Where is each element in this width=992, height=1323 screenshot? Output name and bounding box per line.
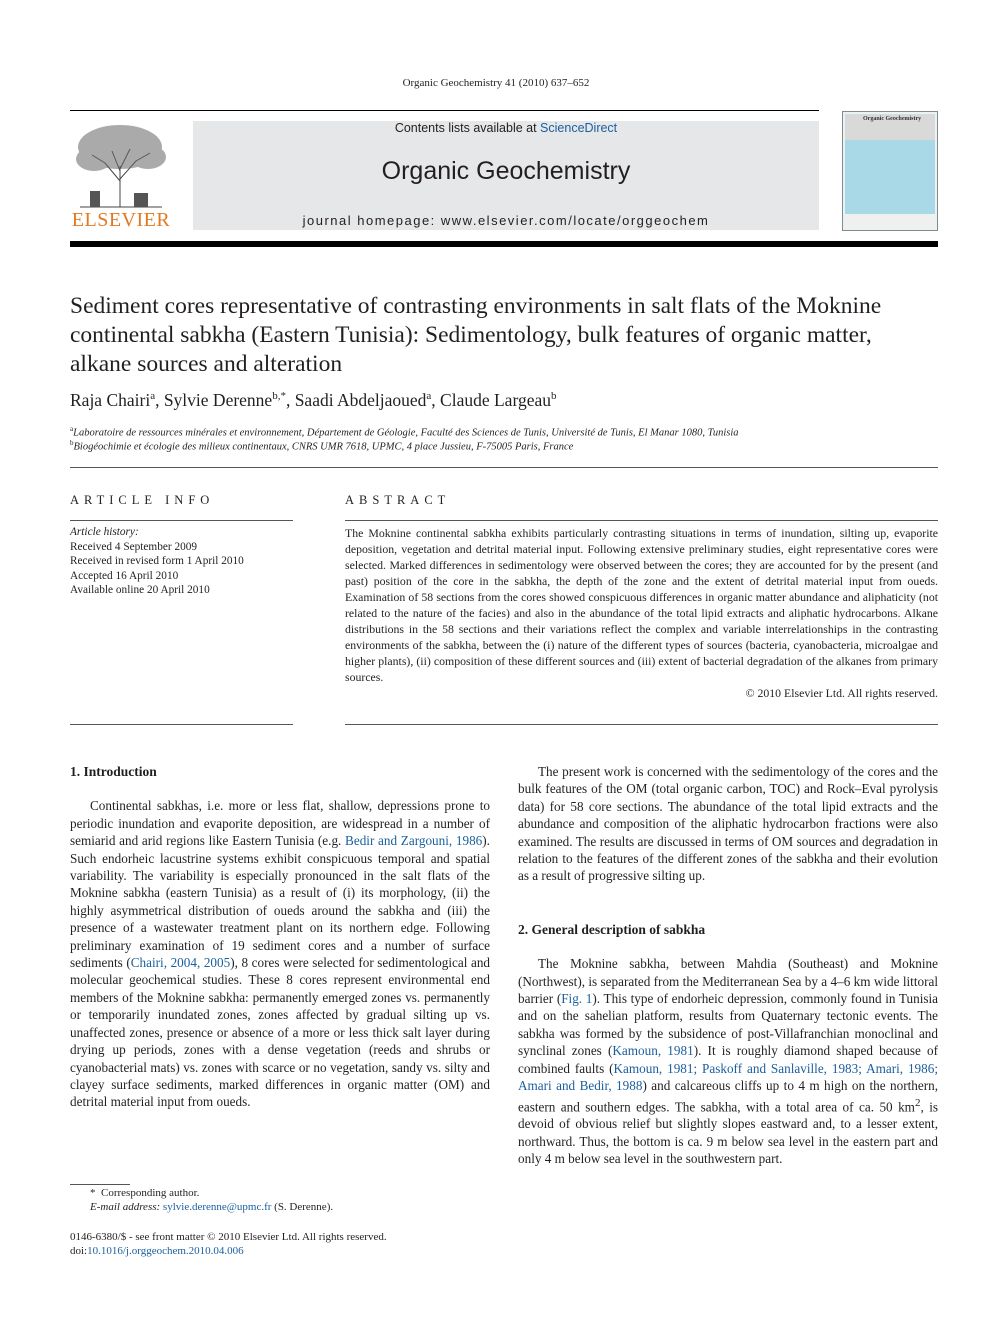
paragraph: The present work is concerned with the sedimentology of the cores and the bulk features of the OM (total organic carbon, TOC) and Rock–Eval pyrolysis data) for 58 core sections. The abundance of the total lipid extracts and the abundance and composition of the aliphatic hydrocarbon fractions were also examined. The results are discussed in terms of OM sources and degradation in relation to the features of the different zones of the sabkha and their evolution as a result of progressive silting up. (518, 764, 938, 884)
email-link[interactable]: sylvie.derenne@upmc.fr (162, 1201, 272, 1213)
section-heading-introduction: 1. Introduction (70, 764, 157, 779)
article-info-heading: ARTICLE INFO (70, 493, 215, 507)
column-right (518, 763, 938, 1168)
author-name[interactable]: Saadi Abdeljaoued (294, 390, 427, 410)
abstract-text: The Moknine continental sabkha exhibits particularly contrasting situations in terms of inundation, silting up, evaporite deposition, vegetation and detrital material input. Following extensive preliminary studies, eight representative cores were selected. Marked differences in sedimentology were observed between the cores; they are accounted for by the present (and past) position of the core in the sabkha, the depth of the zone and the extent of detrital material input from oueds. Examination of 58 sections from the cores showed conspicuous differences in organic matter abundance and aliphaticity (not related to the nature of the facies) and also in the abundance of the total lipid extracts and aliphatic hydrocarbons. Alkane distributions in the 58 sections and their variations reflect the complex and variable interrelationships in the contrasting environments of the sabkha, between the (i) nature of the different types of sources (bacteria, cyanobacteria, microalgae and higher plants), (ii) composition of these different sources and (iii) extent of bacterial degradation of the alkanes from primary sources. (345, 526, 938, 684)
sciencedirect-link[interactable]: ScienceDirect (540, 121, 618, 135)
header-thick-rule (70, 241, 938, 247)
column-left (70, 763, 490, 1111)
abstract (345, 525, 938, 701)
history-item: Available online 20 April 2010 (70, 584, 210, 597)
article-title: Sediment cores representative of contrasting environments in salt flats of the Moknine continental sabkha (Eastern Tunisia): Sedimentology, bulk features of organic matter, alkane sources and alteration (70, 293, 882, 377)
contents-line: Contents lists available at ScienceDirect (394, 121, 618, 135)
article-history (70, 525, 293, 598)
journal-citation: Organic Geochemistry 41 (2010) 637–652 (402, 77, 590, 89)
journal-name[interactable]: Organic Geochemistry (381, 157, 631, 185)
footnote-rule (70, 1184, 130, 1185)
publisher-wordmark: ELSEVIER (71, 209, 171, 231)
tree-icon (70, 121, 172, 209)
reference-link[interactable]: Bedir and Zargouni, 1986 (345, 833, 483, 849)
section-rule (70, 467, 938, 468)
abstract-bottom-rule (345, 724, 938, 725)
doi-link[interactable]: 10.1016/j.orggeochem.2010.04.006 (87, 1245, 244, 1257)
cover-title: Organic Geochemistry (863, 116, 922, 122)
abstract-copyright: © 2010 Elsevier Ltd. All rights reserved. (745, 686, 938, 700)
paragraph: The Moknine sabkha, between Mahdia (Southeast) and Moknine (Northwest), is separated from the Mediterranean Sea by a 4–6 km wide littoral barrier (Fig. 1). This type of endorheic depression, commonly found in Tunisia and on the sahelian platform, results from Quaternary tectonic events. The sabkha was formed by the subsidence of post-Villafranchian monoclinal and synclinal zones (Kamoun, 1981). It is roughly diamond shaped because of combined faults (Kamoun, 1981; Paskoff and Sanlaville, 1983; Amari, 1986; Amari and Bedir, 1988) and calcareous cliffs up to 4 m high on the northern, eastern and southern edges. The sabkha, with a total area of ca. 50 $km^2$, is devoid of obvious relief but slightly slopes eastward and, to a lesser extent, northward. Thus, the bottom is ca. 9 m below sea level in the eastern part and only 4 m below sea level in the southwestern part. (518, 956, 939, 1167)
doi-line: doi:10.1016/j.orggeochem.2010.04.006 (70, 1245, 244, 1257)
email-note: E-mail address: sylvie.derenne@upmc.fr (S. Derenne). (90, 1201, 334, 1213)
header-rule (70, 110, 819, 111)
reference-link[interactable]: Chairi, 2004, 2005 (130, 955, 231, 971)
author-name[interactable]: Raja Chairi (70, 390, 151, 410)
issn-block (70, 1230, 490, 1258)
affiliation-b: $^b$Biogéochimie et écologie des milieux continentaux, CNRS UMR 7618, UPMC, 4 place Jussieu, F-75005 Paris, France (70, 439, 574, 453)
corresponding-author-note: * Corresponding author. (90, 1187, 200, 1199)
cover-band (845, 140, 935, 214)
article-info-bottom-rule (70, 724, 293, 725)
publisher-logo[interactable] (70, 121, 172, 233)
journal-cover-thumbnail[interactable] (842, 111, 938, 231)
abstract-rule (345, 520, 938, 521)
section-heading-general-description: 2. General description of sabkha (518, 921, 706, 937)
journal-homepage[interactable]: journal homepage: www.elsevier.com/locate/orggeochem (302, 213, 710, 228)
article-info-rule (70, 520, 293, 521)
history-item: Received in revised form 1 April 2010 (70, 555, 244, 568)
history-item: Received 4 September 2009 (70, 540, 198, 553)
reference-link[interactable]: Kamoun, 1981 (612, 1043, 694, 1059)
affiliation-a: $^a$Laboratoire de ressources minérales et environnement, Département de Géologie, Faculté des Sciences de Tunis, Université de Tunis, El Manar 1080, Tunisia (70, 425, 739, 439)
reference-link[interactable]: Kamoun, 1981; Paskoff and Sanlaville, 1983; Amari, 1986; Amari and Bedir, 1988 (518, 1060, 938, 1094)
author-list: Raja Chairi$^a$, Sylvie Derenne$^{b,*}$, Saadi Abdeljaoued$^a$, Claude Largeau$^b$ (70, 390, 557, 410)
journal-banner (193, 121, 819, 230)
author-name[interactable]: Claude Largeau (440, 390, 551, 410)
history-item: Accepted 16 April 2010 (70, 569, 179, 582)
figure-link[interactable]: Fig. 1 (561, 991, 593, 1007)
paragraph: Continental sabkhas, i.e. more or less flat, shallow, depressions prone to periodic inundation and evaporite deposition, are widespread in a number of semiarid and arid regions like Eastern Tunisia (e.g. Bedir and Zargouni, 1986). Such endorheic lacustrine systems exhibit conspicuous temporal and spatial variability. The variability is especially pronounced in the salt flats of the Moknine sabkha (eastern Tunisia) as a result of (i) its morphology, (ii) the highly asymmetrical distribution of oueds around the sabkha and (iii) the presence of a wastewater treatment plant on its northern edge. Following preliminary examination of 19 sediment cores and a number of surface sediments (Chairi, 2004, 2005), 8 cores were selected for sedimentological and molecular geochemical studies. These 8 cores represent environmental end members of the Moknine sabkha: permanently emerged zones vs. permanently or temporarily inundated zones, zones affected by gradual silting up vs. unaffected zones, presence or absence of a more or less thick salt layer during drying up periods, zones with a dense vegetation (reeds and shrubs or cyanobacterial mats) vs. zones with scarce or no vegetation, sandy vs. silty and clayey surface sediments, marked differences in organic matter (OM) and detrital material input from oueds. (70, 798, 491, 1110)
abstract-heading: ABSTRACT (345, 493, 451, 507)
front-matter-line: 0146-6380/$ - see front matter © 2010 Elsevier Ltd. All rights reserved. (70, 1231, 387, 1243)
footnote (70, 1186, 490, 1214)
history-heading: Article history: (70, 526, 139, 538)
cover-footer (845, 214, 935, 228)
author-name[interactable]: Sylvie Derenne (163, 390, 273, 410)
